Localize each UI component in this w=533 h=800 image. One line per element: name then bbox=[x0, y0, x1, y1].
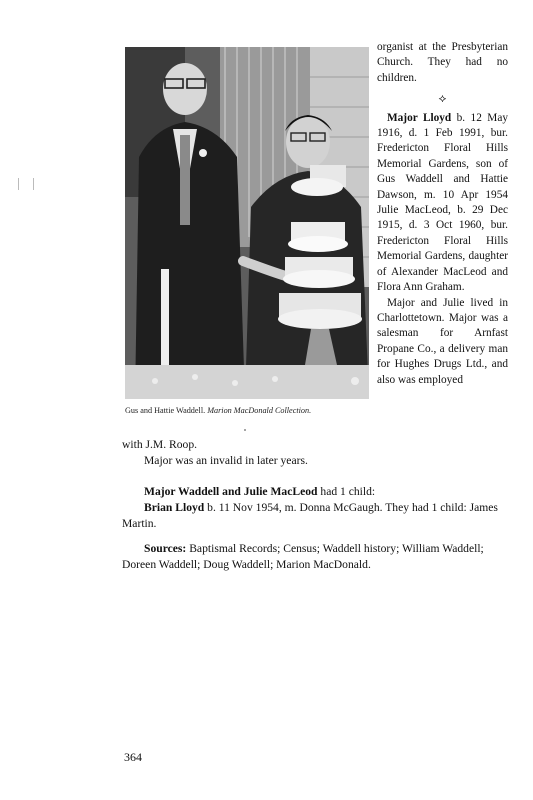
sources-block bbox=[122, 541, 514, 573]
photo-caption bbox=[125, 405, 370, 416]
caption-credit: Marion MacDonald Collection. bbox=[207, 406, 312, 415]
right-text-column bbox=[377, 40, 508, 388]
children-heading-names: Major Waddell and Julie MacLeod bbox=[144, 485, 318, 498]
sources-list: Baptismal Records; Census; Waddell history; William Waddell; Doreen Waddell; Doug Waddell; Marion MacDonald. bbox=[122, 542, 484, 571]
caption-names: Gus and Hattie Waddell. bbox=[125, 406, 206, 415]
wedding-cake-photograph bbox=[125, 47, 369, 399]
body-text-block-1 bbox=[122, 437, 514, 469]
column-paragraph-2 bbox=[377, 111, 508, 296]
person-name-major-lloyd: Major Lloyd bbox=[387, 111, 452, 124]
margin-mark bbox=[18, 178, 34, 190]
sources-label: Sources: bbox=[144, 542, 187, 555]
section-divider-icon: ⟡ bbox=[438, 91, 447, 106]
page-number: 364 bbox=[124, 750, 142, 764]
children-block bbox=[122, 484, 514, 532]
children-heading bbox=[122, 484, 514, 500]
speck bbox=[244, 429, 246, 431]
body-line-2: Major was an invalid in later years. bbox=[144, 454, 308, 467]
column-paragraph-3: Major and Julie lived in Charlottetown. Major was a salesman for Arnfast Propane Co., a delivery man for Hughes Drugs Ltd., and also was employed bbox=[377, 296, 508, 386]
column-paragraph-1: organist at the Presbyterian Church. They had no children. bbox=[377, 41, 508, 84]
sources-paragraph bbox=[122, 541, 514, 573]
major-lloyd-details: b. 12 May 1916, d. 1 Feb 1991, bur. Fredericton Floral Hills Memorial Gardens, son of Gus Waddell and Hattie Dawson, m. 10 Apr 1954 Julie MacLeod, b. 29 Dec 1915, d. 3 Oct 1960, bur. Fredericton Floral Hills Memorial Gardens, daughter of Alexander MacLeod and Flora Ann Graham. bbox=[377, 111, 508, 294]
child-name: Brian Lloyd bbox=[144, 501, 205, 514]
children-heading-rest: had 1 child: bbox=[317, 485, 376, 498]
child-entry bbox=[122, 500, 514, 532]
child-details: b. 11 Nov 1954, m. Donna McGaugh. They had 1 child: James Martin. bbox=[122, 501, 498, 530]
body-line-1: with J.M. Roop. bbox=[122, 438, 198, 451]
